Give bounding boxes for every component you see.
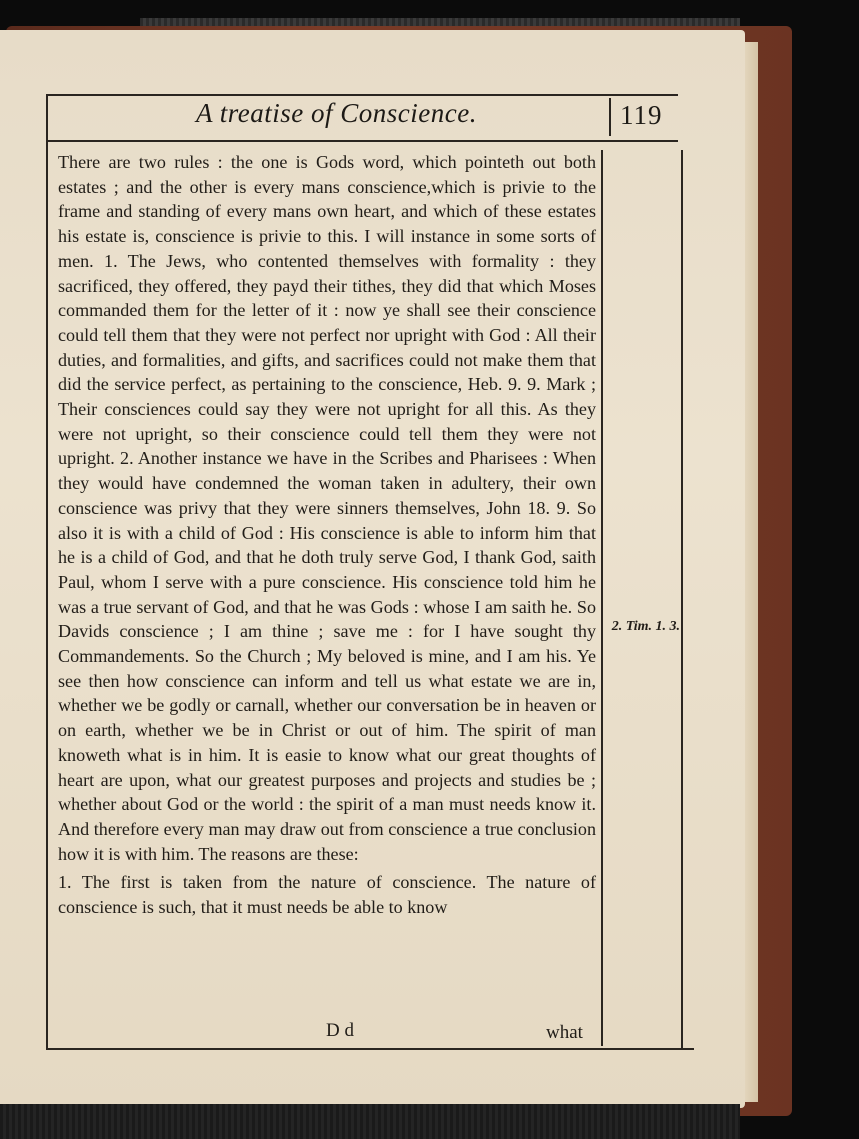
page-number: 119 [620,100,663,130]
bottom-border-rule [46,1048,694,1050]
body-paragraph: There are two rules : the one is Gods word, which pointeth out both estates ; and the other is every mans conscience,which is privie to the frame and standing of every mans own heart, and which of these estates his estate is, conscience is privie to this. I will instance in some sorts of men. 1. The Jews, who contented themselves with formality : they sacrificed, they offered, they payd their tithes, they did that which Moses commanded them for the letter of it : now ye shall see their conscience could tell them that they were not perfect nor upright with God : All their duties, and formalities, and gifts, and sacrifices could not make them that did the service perfect, as pertaining to the conscience, Heb. 9. 9. Mark ; Their consciences could say they were not upright for all this. As they were not upright, so their conscience could tell them they were not upright. 2. Another instance we have in the Scribes and Pharisees : When they would have condemned the woman taken in adultery, their own conscience was privy that they were sinners themselves, John 18. 9. So also it is with a child of God : His conscience is able to inform him that he is a child of God, and that he doth truly serve God, I thank God, saith Paul, whom I serve with a pure conscience. His conscience told him he was a true servant of God, and that he was Gods : whose I am saith he. So Davids conscience ; I am thine ; save me : for I have sought thy Commandements. So the Church ; My beloved is mine, and I am his. Ye see then how conscience can inform and tell us what estate we are in, whether we be godly or carnall, whether our conversation be in heaven or on earth, whether we be in Christ or out of him. The spirit of man knoweth what is in him. It is easie to know what our great thoughts of heart are upon, what our greatest purposes and projects and studies be ; whether about God or the world : the spirit of a man must needs know it. And therefore every man may draw out from conscience a true conclusion how it is with him. The reasons are these: [58,152,596,864]
body-text [58,150,596,920]
book-spine-bottom [0,1104,740,1139]
margin-reference: 2. Tim. 1. 3. [611,619,680,634]
body-paragraph: 1. The first is taken from the nature of conscience. The nature of conscience is such, that it must needs be able to know [58,872,596,918]
catchword: what [546,1022,583,1043]
top-border-rule [46,94,678,96]
left-border-rule [46,94,48,1050]
right-border-rule [681,150,683,1050]
margin-divider-rule [601,150,603,1046]
header-rule [46,140,678,142]
page-number-divider [609,98,611,136]
signature-mark: D d [326,1020,354,1041]
running-title: A treatise of Conscience. [196,98,477,128]
